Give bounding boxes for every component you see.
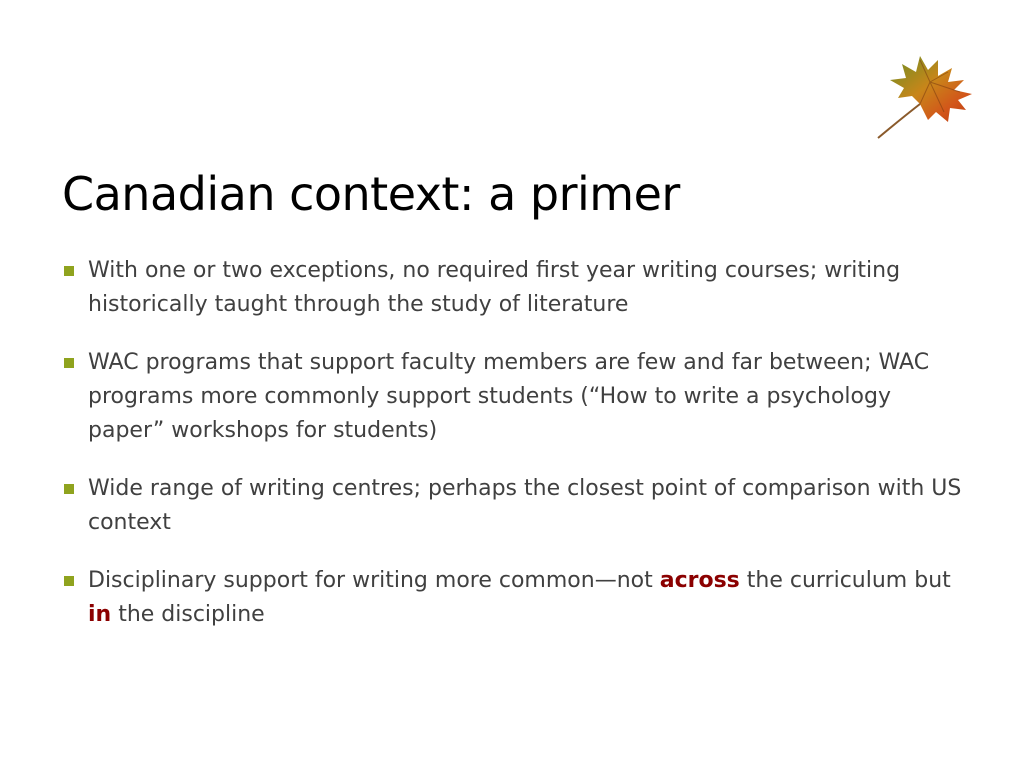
square-bullet-icon (64, 266, 74, 276)
bullet-text: Disciplinary support for writing more common—not (88, 568, 660, 593)
square-bullet-icon (64, 358, 74, 368)
emphasis-across: across (659, 568, 740, 593)
bullet-text: Wide range of writing centres; perhaps the closest point of comparison with US context (88, 476, 962, 535)
bullet-item (62, 254, 962, 322)
bullet-text: WAC programs that support faculty members are few and far between; WAC programs more commonly support students (“How to write a psychology paper” workshops for students) (88, 350, 930, 443)
bullet-list (62, 254, 962, 656)
square-bullet-icon (64, 576, 74, 586)
slide-title: Canadian context: a primer (62, 167, 680, 221)
bullet-item (62, 346, 962, 448)
bullet-text: the discipline (111, 602, 265, 627)
maple-leaf-icon (868, 46, 992, 146)
bullet-item (62, 564, 962, 632)
bullet-text: With one or two exceptions, no required first year writing courses; writing historically taught through the study of literature (88, 258, 901, 317)
square-bullet-icon (64, 484, 74, 494)
emphasis-in: in (88, 602, 112, 627)
bullet-text: the curriculum but (739, 568, 951, 593)
bullet-item (62, 472, 962, 540)
